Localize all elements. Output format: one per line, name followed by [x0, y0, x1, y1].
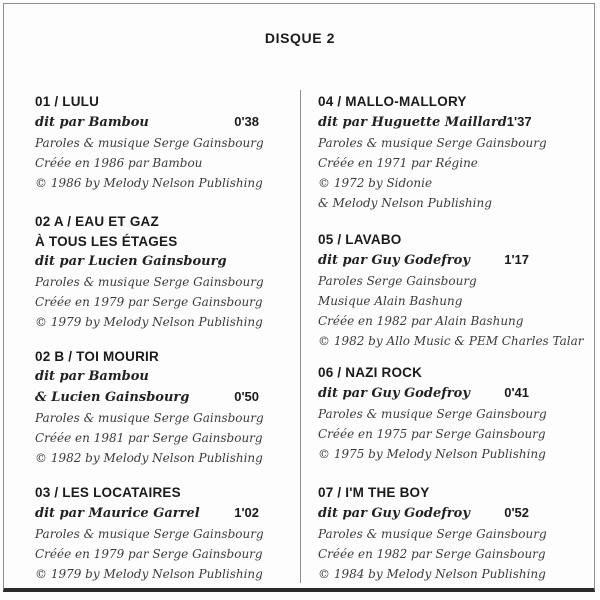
performer-name: dit par Huguette Maillard [318, 115, 507, 130]
credit-line: & Melody Nelson Publishing [318, 196, 492, 210]
credit-line: Paroles & musique Serge Gainsbourg [318, 136, 547, 150]
track-number-title: 02 A / EAU ET GAZ [35, 214, 159, 229]
credit-line: Musique Alain Bashung [318, 294, 463, 308]
track-title-line2: À TOUS LES ÉTAGES [35, 234, 178, 249]
track-number-title: 02 B / TOI MOURIR [35, 349, 159, 364]
track-01-block [35, 92, 264, 193]
credit-line: © 1982 by Melody Nelson Publishing [35, 451, 263, 465]
credit-line: © 1979 by Melody Nelson Publishing [35, 315, 263, 329]
credit-line: Paroles & musique Serge Gainsbourg [35, 411, 264, 425]
credit-line: © 1986 by Melody Nelson Publishing [35, 176, 263, 190]
performer-name: dit par Bambou [35, 369, 149, 384]
track-number-title: 01 / LULU [35, 94, 100, 109]
credit-line: © 1979 by Melody Nelson Publishing [35, 567, 263, 581]
performer-line [35, 252, 259, 272]
credit-line: Créée en 1979 par Serge Gainsbourg [35, 295, 263, 309]
credit-line: Créée en 1982 par Serge Gainsbourg [318, 547, 546, 561]
credit-line: © 1982 by Allo Music & PEM Charles Talar [318, 334, 584, 348]
credit-line: Paroles Serge Gainsbourg [318, 274, 477, 288]
performer-name: dit par Maurice Garrel [35, 506, 200, 521]
track-05-block [318, 230, 584, 351]
credit-line: Créée en 1971 par Régine [318, 156, 478, 170]
performer-line [318, 250, 529, 271]
page-title: DISQUE 2 [264, 30, 336, 46]
column-divider [300, 90, 301, 583]
performer-name: dit par Lucien Gainsbourg [35, 254, 227, 269]
track-02b-block [35, 347, 264, 468]
credit-line: Paroles & musique Serge Gainsbourg [318, 527, 547, 541]
performer-line [318, 112, 532, 133]
track-duration: 0'50 [234, 389, 259, 404]
track-03-block [35, 483, 264, 584]
track-02a-block [35, 212, 264, 332]
credit-line: Créée en 1981 par Serge Gainsbourg [35, 431, 263, 445]
performer-name: dit par Guy Godefroy [318, 506, 470, 521]
performer-name: dit par Bambou [35, 115, 149, 130]
credit-line: Paroles & musique Serge Gainsbourg [35, 275, 264, 289]
performer-line [35, 503, 259, 524]
credit-line: Créée en 1982 par Alain Bashung [318, 314, 524, 328]
track-number-title: 06 / NAZI ROCK [318, 365, 423, 380]
performer-line [318, 503, 529, 524]
track-duration: 0'38 [234, 114, 259, 129]
performer-line [35, 367, 259, 387]
performer-line [35, 112, 259, 133]
performer-line2 [35, 387, 259, 408]
performer-name: dit par Guy Godefroy [318, 253, 470, 268]
performer-name: dit par Guy Godefroy [318, 386, 470, 401]
track-number-title: 07 / I'M THE BOY [318, 485, 430, 500]
track-number-title: 04 / MALLO-MALLORY [318, 94, 467, 109]
credit-line: Créée en 1986 par Bambou [35, 156, 203, 170]
credit-line: © 1984 by Melody Nelson Publishing [318, 567, 546, 581]
credit-line: Créée en 1975 par Serge Gainsbourg [318, 427, 546, 441]
credit-line: © 1975 by Melody Nelson Publishing [318, 447, 546, 461]
track-number-title: 03 / LES LOCATAIRES [35, 485, 181, 500]
track-duration: 0'41 [504, 385, 529, 400]
track-duration: 1'02 [234, 505, 259, 520]
track-duration: 1'37 [506, 114, 532, 129]
credit-line: Paroles & musique Serge Gainsbourg [318, 407, 547, 421]
track-07-block [318, 483, 547, 584]
track-duration: 0'52 [504, 505, 529, 520]
performer-line [318, 383, 529, 404]
performer-name-continued: & Lucien Gainsbourg [35, 390, 190, 405]
credit-line: Créée en 1979 par Serge Gainsbourg [35, 547, 263, 561]
credit-line: Paroles & musique Serge Gainsbourg [35, 527, 264, 541]
track-04-block [318, 92, 547, 213]
track-number-title: 05 / LAVABO [318, 232, 402, 247]
credit-line: © 1972 by Sidonie [318, 176, 433, 190]
credit-line: Paroles & musique Serge Gainsbourg [35, 136, 264, 150]
track-06-block [318, 363, 547, 464]
track-duration: 1'17 [504, 252, 529, 267]
